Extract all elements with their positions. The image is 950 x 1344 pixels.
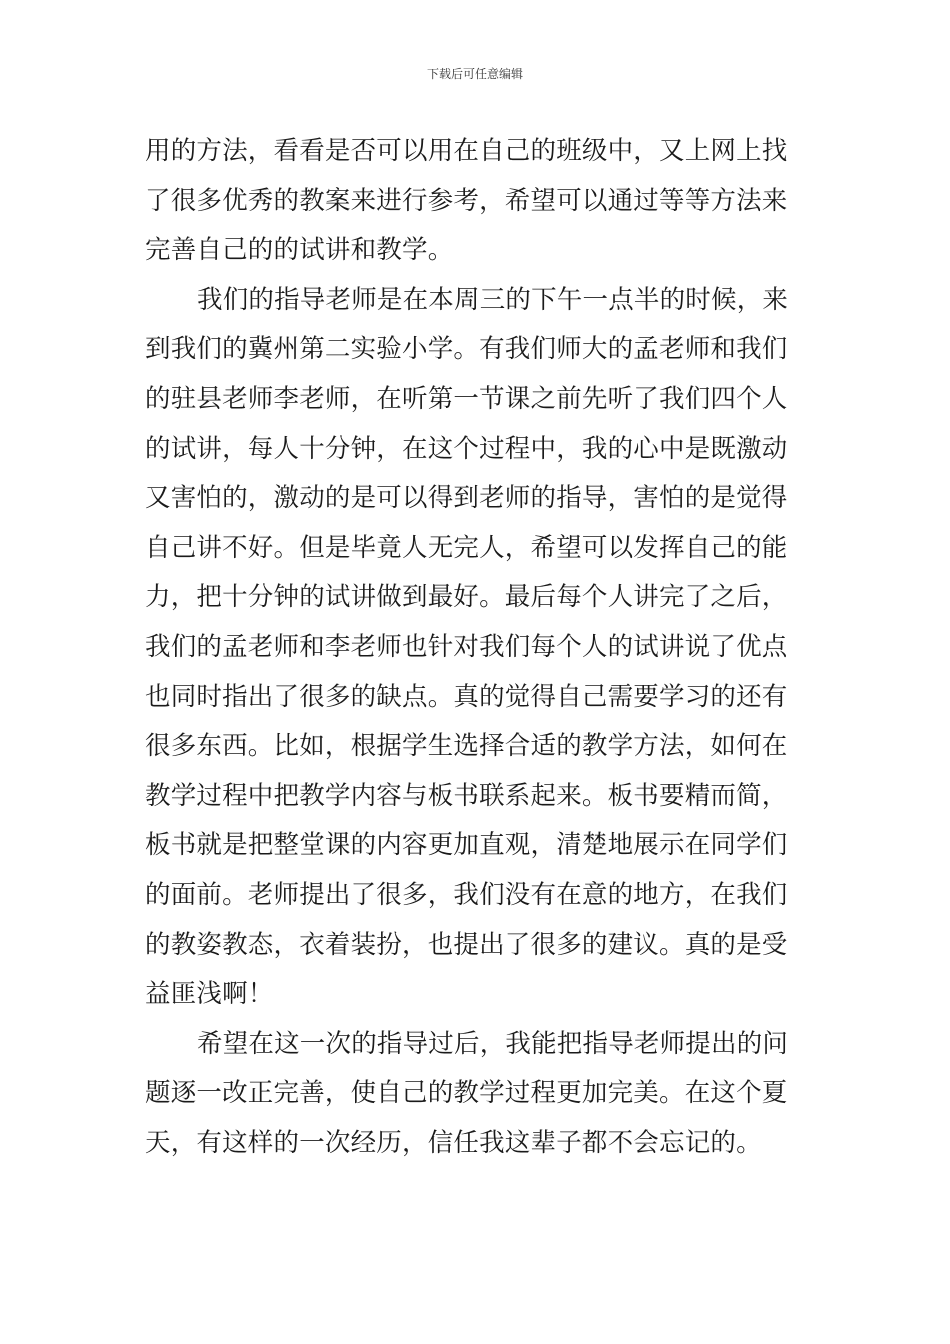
text-line: 了很多优秀的教案来进行参考，希望可以通过等等方法来: [145, 185, 788, 216]
text-line: 力，把十分钟的试讲做到最好。最后每个人讲完了之后，: [145, 582, 788, 613]
text-line: 完善自己的的试讲和教学。: [145, 235, 454, 266]
text-line: 的面前。老师提出了很多，我们没有在意的地方，在我们: [145, 879, 788, 910]
text-line: 板书就是把整堂课的内容更加直观，清楚地展示在同学们: [145, 830, 788, 861]
text-line: 用的方法，看看是否可以用在自己的班级中，又上网上找: [145, 136, 788, 166]
text-line: 的试讲，每人十分钟，在这个过程中，我的心中是既激动: [145, 433, 788, 464]
text-line: 的驻县老师李老师，在听第一节课之前先听了我们四个人: [145, 383, 788, 414]
text-line: 自己讲不好。但是毕竟人无完人，希望可以发挥自己的能: [145, 532, 788, 563]
text-line: 很多东西。比如，根据学生选择合适的教学方法，如何在: [145, 731, 788, 762]
text-line: 又害怕的，激动的是可以得到老师的指导，害怕的是觉得: [145, 483, 788, 514]
page-header: 下载后可任意编辑: [426, 67, 523, 81]
document-body: [145, 127, 807, 1168]
text-line: 我们的孟老师和李老师也针对我们每个人的试讲说了优点: [145, 631, 788, 662]
paragraph-first-line: 我们的指导老师是在本周三的下午一点半的时候，来: [197, 284, 789, 315]
text-line: 的教姿教态，衣着装扮，也提出了很多的建议。真的是受: [145, 929, 788, 960]
text-line: 也同时指出了很多的缺点。真的觉得自己需要学习的还有: [145, 681, 788, 712]
text-line: 益匪浅啊！: [145, 979, 274, 1010]
text-line: 到我们的冀州第二实验小学。有我们师大的孟老师和我们: [145, 334, 788, 365]
text-line: 教学过程中把教学内容与板书联系起来。板书要精而简，: [145, 780, 788, 811]
paragraph-first-line: 希望在这一次的指导过后，我能把指导老师提出的问: [197, 1028, 789, 1059]
text-line: 天，有这样的一次经历，信任我这辈子都不会忘记的。: [145, 1127, 762, 1158]
text-line: 题逐一改正完善，使自己的教学过程更加完美。在这个夏: [145, 1078, 788, 1109]
